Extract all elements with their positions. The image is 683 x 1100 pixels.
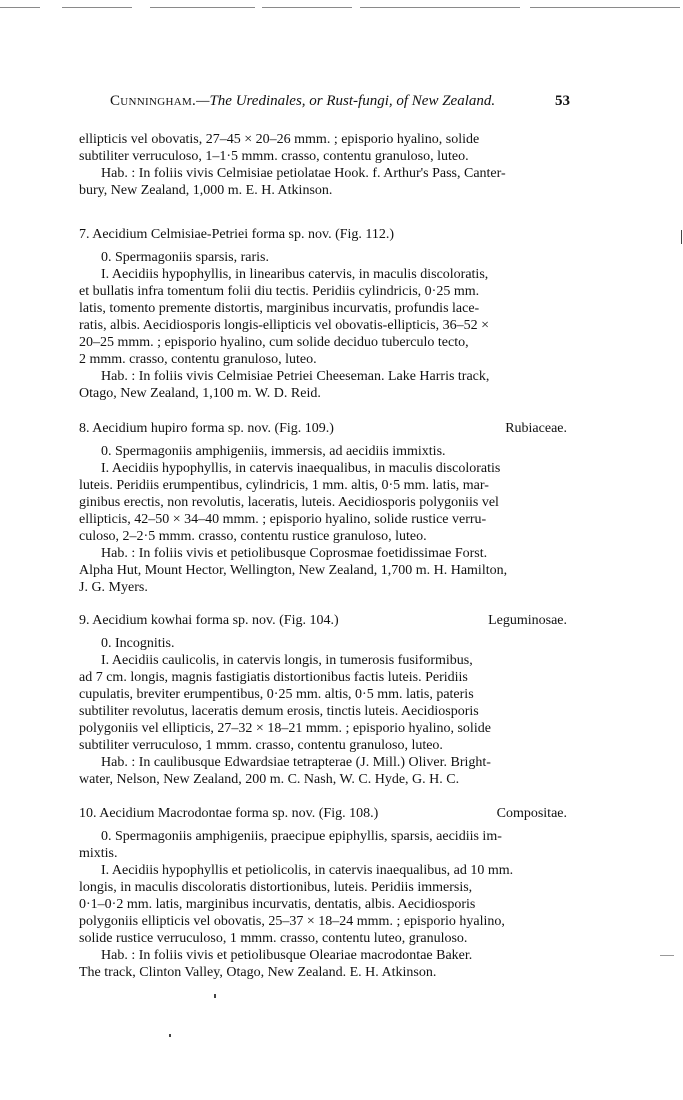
text-line: 0. Spermagoniis amphigeniis, immersis, ad aecidiis immixtis. (101, 444, 446, 459)
scan-speck (660, 955, 674, 956)
habitat-line: Hab. : In foliis vivis et petiolibusque Oleariae macrodontae Baker. (101, 948, 473, 963)
species-heading (79, 805, 569, 822)
header-author: Cunningham. (110, 93, 197, 109)
text-line: et bullatis infra tomentum folii diu tectis. Peridiis cylindricis, 0·25 mm. (79, 284, 480, 299)
text-line: 0. Spermagoniis amphigeniis, praecipue epiphyllis, sparsis, aecidiis im- (101, 829, 502, 844)
species-heading (79, 226, 569, 243)
text-line: polygoniis vel ellipticis, 27–32 × 18–21 mmm. ; episporio hyalino, solide (79, 721, 491, 736)
habitat-line: Hab. : In foliis vivis Celmisiae petiolatae Hook. f. Arthur's Pass, Canter- (101, 166, 506, 181)
text-line: ginibus erectis, non revolutis, laceratis, luteis. Aecidiosporis polygoniis vel (79, 495, 499, 510)
species-title: 8. Aecidium hupiro forma sp. nov. (Fig. 109.) (79, 421, 334, 436)
text-line: ellipticis, 42–50 × 34–40 mmm. ; episporio hyalino, solide rustice verru- (79, 512, 487, 527)
species-entry-10 (79, 805, 569, 981)
species-title: 10. Aecidium Macrodontae forma sp. nov. (Fig. 108.) (79, 806, 379, 821)
text-line: solide rustice verruculoso, 1 mmm. crasso, contentu luteo, granuloso. (79, 931, 468, 946)
habitat-line: Hab. : In caulibusque Edwardsiae tetrapterae (J. Mill.) Oliver. Bright- (101, 755, 491, 770)
habitat-line: Hab. : In foliis vivis et petiolibusque Coprosmae foetidissimae Forst. (101, 546, 488, 561)
species-title: 9. Aecidium kowhai forma sp. nov. (Fig. 104.) (79, 613, 339, 628)
running-header (110, 93, 570, 110)
text-line: cupulatis, breviter erumpentibus, 0·25 mm. altis, 0·5 mm. latis, pateris (79, 687, 474, 702)
text-line: I. Aecidiis hypophyllis, in linearibus catervis, in maculis discoloratis, (101, 267, 489, 282)
text-line: 0. Spermagoniis sparsis, raris. (101, 250, 269, 265)
text-line: Otago, New Zealand, 1,100 m. W. D. Reid. (79, 386, 321, 401)
text-line: subtiliter revolutus, laceratis demum erosis, tinctis luteis. Aecidiosporis (79, 704, 479, 719)
habitat-line: Hab. : In foliis vivis Celmisiae Petriei Cheeseman. Lake Harris track, (101, 369, 490, 384)
text-line: 0. Incognitis. (101, 636, 175, 651)
family-name (567, 226, 569, 243)
text-line: latis, tomento premente distortis, marginibus incurvatis, profundis lace- (79, 301, 480, 316)
text-line: Alpha Hut, Mount Hector, Wellington, New Zealand, 1,700 m. H. Hamilton, (79, 563, 508, 578)
text-line: J. G. Myers. (79, 580, 148, 595)
family-name: Rubiaceae. (505, 421, 567, 436)
text-line: subtiliter verruculoso, 1 mmm. crasso, contentu granuloso, luteo. (79, 738, 443, 753)
text-line: longis, in maculis discoloratis distortionibus, luteis. Peridiis immersis, (79, 880, 473, 895)
text-line: mixtis. (79, 846, 118, 861)
text-line: The track, Clinton Valley, Otago, New Zealand. E. H. Atkinson. (79, 965, 437, 980)
text-line: luteis. Peridiis erumpentibus, cylindricis, 1 mm. altis, 0·5 mm. latis, mar- (79, 478, 489, 493)
text-line: subtiliter verruculoso, 1–1·5 mmm. crasso, contentu granuloso, luteo. (79, 149, 469, 164)
intro-paragraph (79, 131, 569, 199)
species-entry-8 (79, 420, 569, 596)
text-line: ellipticis vel obovatis, 27–45 × 20–26 mmm. ; episporio hyalino, solide (79, 132, 480, 147)
text-line: bury, New Zealand, 1,000 m. E. H. Atkinson. (79, 183, 333, 198)
text-line: I. Aecidiis hypophyllis et petiolicolis, in catervis inaequalibus, ad 10 mm. (101, 863, 514, 878)
text-line: culoso, 2–2·5 mmm. crasso, contentu rustice granuloso, luteo. (79, 529, 427, 544)
page-number: 53 (555, 93, 570, 109)
text-line: water, Nelson, New Zealand, 200 m. C. Nash, W. C. Hyde, G. H. C. (79, 772, 460, 787)
text-line: I. Aecidiis caulicolis, in catervis longis, in tumerosis fusiformibus, (101, 653, 473, 668)
scan-speck (169, 1034, 171, 1037)
text-line: 0·1–0·2 mm. latis, marginibus incurvatis, dentatis, albis. Aecidiosporis (79, 897, 476, 912)
scan-speck (214, 994, 216, 998)
species-heading (79, 612, 569, 629)
text-line: 2 mmm. crasso, contentu granuloso, luteo. (79, 352, 317, 367)
text-line: 20–25 mmm. ; episporio hyalino, cum solide deciduo tuberculo tecto, (79, 335, 469, 350)
species-entry-7 (79, 226, 569, 402)
header-title: —The Uredinales, or Rust-fungi, of New Zealand. (196, 93, 496, 109)
text-line: I. Aecidiis hypophyllis, in catervis inaequalibus, in maculis discoloratis (101, 461, 501, 476)
text-line: ratis, albis. Aecidiosporis longis-ellipticis vel obovatis-ellipticis, 36–52 × (79, 318, 489, 333)
family-name: Compositae. (496, 806, 567, 821)
text-line: polygoniis ellipticis vel obovatis, 25–37 × 18–24 mmm. ; episporio hyalino, (79, 914, 505, 929)
species-title: 7. Aecidium Celmisiae-Petriei forma sp. nov. (Fig. 112.) (79, 227, 395, 242)
species-entry-9 (79, 612, 569, 788)
family-name: Leguminosae. (488, 613, 567, 628)
text-line: ad 7 cm. longis, magnis fastigiatis distortionibus factis luteis. Peridiis (79, 670, 468, 685)
species-heading (79, 420, 569, 437)
scan-speck (681, 230, 682, 244)
